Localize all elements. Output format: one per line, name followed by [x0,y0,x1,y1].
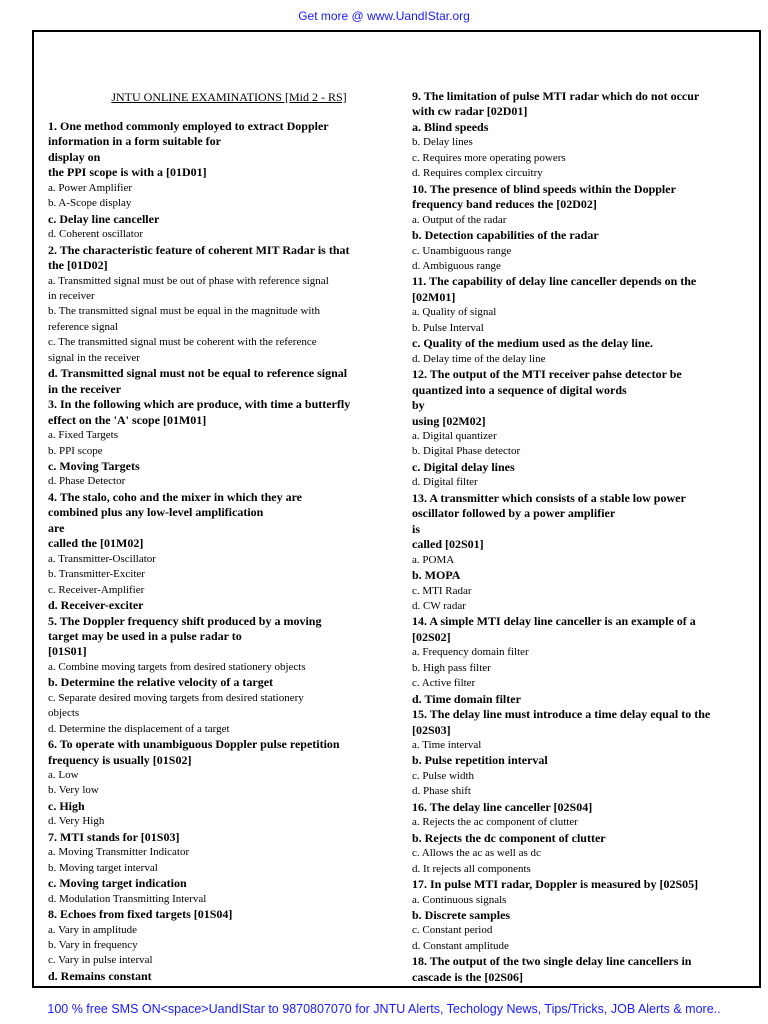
question-line: 18. The output of the two single delay line cancellers in [412,954,692,969]
question-line: 11. The capability of delay line canceller depends on the [412,274,697,289]
question-line: 14. A simple MTI delay line canceller is an example of a [412,614,696,629]
answer-option: b. Detection capabilities of the radar [412,228,599,243]
question-line: [02M01] [412,289,456,304]
option-line: d. Phase shift [412,785,471,798]
option-line: d. Phase Detector [48,475,126,488]
answer-option: in the receiver [48,381,122,396]
answer-option: c. Digital delay lines [412,459,515,474]
question-line: target may be used in a pulse radar to [48,628,242,643]
answer-option: c. Moving target indication [48,876,187,891]
option-line: b. A-Scope display [48,197,132,210]
question-line: [02S02] [412,629,451,644]
option-line: b. Very low [48,784,99,797]
question-line: 10. The presence of blind speeds within the Doppler [412,181,676,196]
option-line: b. High pass filter [412,661,491,674]
question-line: frequency band reduces the [02D02] [412,197,597,212]
option-line: c. Vary in pulse interval [48,954,153,967]
option-line: c. Unambiguous range [412,244,512,257]
option-line: c. Constant period [412,924,493,937]
question-line: [01S01] [48,644,87,659]
option-line: a. Combine moving targets from desired stationery objects [48,660,306,673]
question-line: cascade is the [02S06] [412,969,523,984]
left-question-list [48,119,400,984]
option-line: d. Coherent oscillator [48,228,144,241]
answer-option: c. High [48,798,85,813]
question-line: the [01D02] [48,258,108,273]
question-line: combined plus any low-level amplification [48,505,264,520]
question-line: frequency is usually [01S02] [48,752,192,767]
answer-option: b. MOPA [412,568,461,583]
question-line: 13. A transmitter which consists of a stable low power [412,490,686,505]
option-line: c. The transmitted signal must be coherent with the reference [48,336,317,349]
option-line: d. Digital filter [412,476,478,489]
question-line: 15. The delay line must introduce a time delay equal to the [412,707,711,722]
option-line: c. Pulse width [412,769,475,782]
option-line: a. Digital quantizer [412,429,497,442]
option-line: in receiver [48,289,95,302]
option-line: objects [48,707,80,720]
question-line: display on [48,149,101,164]
question-line: 7. MTI stands for [01S03] [48,829,180,844]
option-line: a. Moving Transmitter Indicator [48,846,190,859]
answer-option: a. Blind speeds [412,119,489,134]
option-line: d. It rejects all components [412,862,531,875]
question-line: 2. The characteristic feature of coherent MIT Radar is that [48,242,350,257]
question-line: quantized into a sequence of digital words [412,382,627,397]
option-line: reference signal [48,320,118,333]
answer-option: c. Delay line canceller [48,211,160,226]
option-line: c. Allows the ac as well as dc [412,847,541,860]
answer-option: b. Rejects the dc component of clutter [412,830,606,845]
footer-banner[interactable]: 100 % free SMS ON<space>UandIStar to 9870807070 for JNTU Alerts, Techology News, Tips/Tricks, JOB Alerts & more.. [47,1002,721,1016]
question-line: 17. In pulse MTI radar, Doppler is measured by [02S05] [412,877,699,892]
option-line: d. Determine the displacement of a target [48,722,230,735]
option-line: b. Pulse Interval [412,321,484,334]
question-line: with cw radar [02D01] [412,104,528,119]
option-line: b. Digital Phase detector [412,445,521,458]
option-line: a. Time interval [412,739,482,752]
question-line: using [02M02] [412,413,486,428]
option-line: c. Requires more operating powers [412,151,566,164]
option-line: a. POMA [412,553,455,566]
question-line: called [02S01] [412,537,484,552]
option-line: b. Moving target interval [48,861,158,874]
question-line: 16. The delay line canceller [02S04] [412,799,593,814]
question-line: 12. The output of the MTI receiver pahse detector be [412,367,682,382]
question-line: 5. The Doppler frequency shift produced by a moving [48,613,322,628]
option-line: c. Active filter [412,677,476,690]
option-line: d. Requires complex circuitry [412,167,543,180]
answer-option: c. Quality of the medium used as the delay line. [412,336,654,351]
question-line: are [48,520,65,535]
option-line: a. Transmitted signal must be out of phase with reference signal [48,274,329,287]
option-line: a. Rejects the ac component of clutter [412,816,578,829]
option-line: a. Continuous signals [412,893,507,906]
right-column [412,89,747,985]
answer-option: d. Remains constant [48,968,152,983]
option-line: b. The transmitted signal must be equal in the magnitude with [48,305,320,318]
option-line: d. Constant amplitude [412,939,509,952]
answer-option: b. Pulse repetition interval [412,753,548,768]
right-question-list [412,89,747,985]
question-line: 4. The stalo, coho and the mixer in which they are [48,489,303,504]
header-link[interactable]: Get more @ www.UandIStar.org [298,9,470,23]
option-line: d. Delay time of the delay line [412,352,546,365]
option-line: a. Fixed Targets [48,429,119,442]
question-line: [02S03] [412,722,451,737]
option-line: c. Separate desired moving targets from desired stationery [48,691,304,704]
option-line: a. Frequency domain filter [412,646,529,659]
option-line: a. Transmitter-Oscillator [48,552,156,565]
option-line: a. Output of the radar [412,213,507,226]
question-line: effect on the 'A' scope [01M01] [48,412,207,427]
question-line: 3. In the following which are produce, with time a butterfly [48,397,351,412]
option-line: signal in the receiver [48,351,140,364]
document-title: JNTU ONLINE EXAMINATIONS [Mid 2 - RS] [111,90,347,104]
question-line: information in a form suitable for [48,134,221,149]
option-line: d. Modulation Transmitting Interval [48,892,207,905]
option-line: d. Ambiguous range [412,259,501,272]
option-line: a. Low [48,769,79,782]
question-line: 1. One method commonly employed to extract Doppler [48,119,329,133]
left-column [48,90,400,984]
question-line: by [412,398,425,413]
answer-option: c. Moving Targets [48,458,140,473]
answer-option: b. Discrete samples [412,908,511,923]
option-line: b. Vary in frequency [48,939,138,952]
answer-option: d. Time domain filter [412,691,521,706]
question-line: 9. The limitation of pulse MTI radar which do not occur [412,89,700,103]
option-line: b. Delay lines [412,136,473,149]
question-line: the PPI scope is with a [01D01] [48,165,207,180]
answer-option: d. Transmitted signal must not be equal to reference signal [48,366,348,381]
option-line: b. Transmitter-Exciter [48,568,145,581]
question-line: oscillator followed by a power amplifier [412,506,616,521]
question-line: 6. To operate with unambiguous Doppler pulse repetition [48,737,340,752]
answer-option: d. Receiver-exciter [48,598,144,613]
question-line: called the [01M02] [48,536,144,551]
question-line: is [412,521,421,536]
option-line: a. Vary in amplitude [48,923,137,936]
option-line: a. Power Amplifier [48,181,133,194]
option-line: a. Quality of signal [412,306,497,319]
option-line: c. MTI Radar [412,584,472,597]
question-line: 8. Echoes from fixed targets [01S04] [48,907,233,922]
option-line: c. Receiver-Amplifier [48,583,145,596]
option-line: b. PPI scope [48,444,103,457]
page-frame [32,30,761,988]
option-line: d. CW radar [412,599,466,612]
answer-option: b. Determine the relative velocity of a target [48,675,274,690]
option-line: d. Very High [48,815,105,828]
